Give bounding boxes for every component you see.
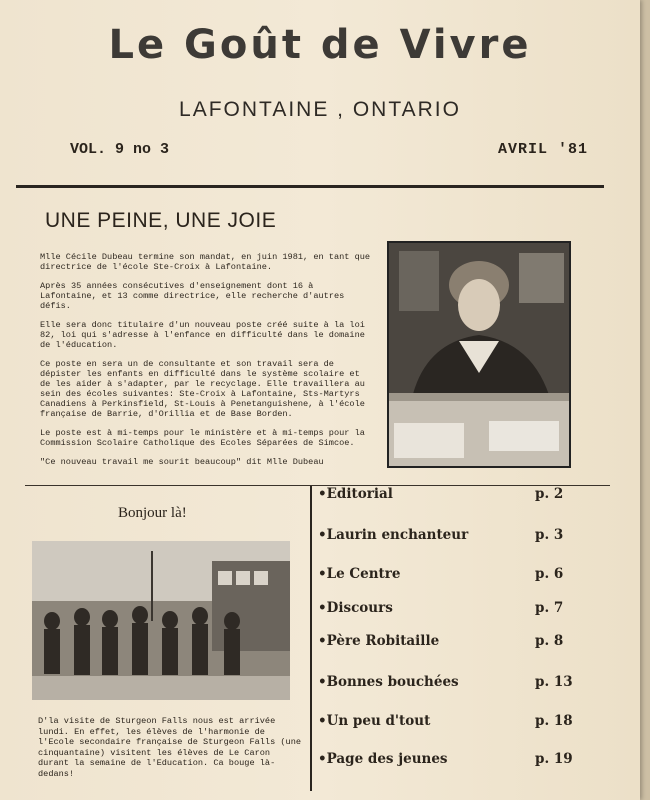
toc-title: •Discours [318,600,393,616]
toc-page: p. 6 [535,566,564,582]
article-paragraph: Elle sera donc titulaire d'un nouveau poste créé suite à la loi 82, loi qui s'adresse à l'enfance en difficulté dans le domaine de l'éducation. [40,320,365,350]
toc-page: p. 7 [535,600,564,616]
toc-page: p. 19 [535,751,573,767]
toc-page: p. 8 [535,633,564,649]
toc-title: •Laurin enchanteur [318,527,469,543]
visit-illustration [32,541,290,700]
feature-article [40,252,375,476]
toc-title: •Bonnes bouchées [318,674,459,690]
issue-date: AVRIL '81 [498,141,589,158]
article-paragraph: Le poste est à mi-temps pour le ministère et à mi-temps pour la Commission Scolaire Catholique des Ecoles Séparées de Simcoe. [40,428,365,448]
issue-volume: VOL. 9 no 3 [70,141,170,158]
portrait-illustration [389,243,569,466]
column-rule [310,486,312,791]
toc-title: •Père Robitaille [318,633,440,649]
toc-title: •Un peu d'tout [318,713,431,729]
toc-title: •Le Centre [318,566,401,582]
visit-caption: D'la visite de Sturgeon Falls nous est arrivée lundi. En effet, les élèves de l'harmonie de l'Ecole secondaire française de Sturgeon Falls (une cinquantaine) visitent les élèves de Le Caron durant la semaine de l'Education. Ca bouge là-dedans! [38,716,302,779]
toc-page: p. 3 [535,527,564,543]
visit-photo [32,541,290,700]
toc-page: p. 13 [535,674,573,690]
article-paragraph: Mlle Cécile Dubeau termine son mandat, en juin 1981, en tant que directrice de l'école Ste-Croix à Lafontaine. [40,252,371,272]
portrait-photo [387,241,571,468]
toc-title: •Page des jeunes [318,751,448,767]
masthead-place: LAFONTAINE , ONTARIO [179,98,461,121]
masthead-rule [16,185,604,188]
article-paragraph: Ce poste en sera un de consultante et son travail sera de dépister les enfants en difficulté dans le système scolaire et de les aider à s'adapter, par le recyclage. Elle travaillera au sein des écoles suivantes: Ste-Croix à Lafontaine, Sts-Martyrs Canadiens à Perkinsfield, St-Louis à Penetanguishene, à l'école française de Barrie, d'Orillia et de Base Borden. [40,359,365,419]
toc-title: •Editorial [318,486,393,502]
feature-headline: UNE PEINE, UNE JOIE [45,209,277,232]
toc-page: p. 2 [535,486,564,502]
masthead-title: Le Goût de Vivre [108,22,532,68]
article-paragraph: Après 35 années consécutives d'enseignement dont 16 à Lafontaine, et 13 comme directrice, elle recherche d'autres défis. [40,281,345,311]
toc-page: p. 18 [535,713,573,729]
bonjour-heading: Bonjour là! [118,505,187,521]
article-paragraph: "Ce nouveau travail me sourit beaucoup" dit Mlle Dubeau [40,457,324,467]
